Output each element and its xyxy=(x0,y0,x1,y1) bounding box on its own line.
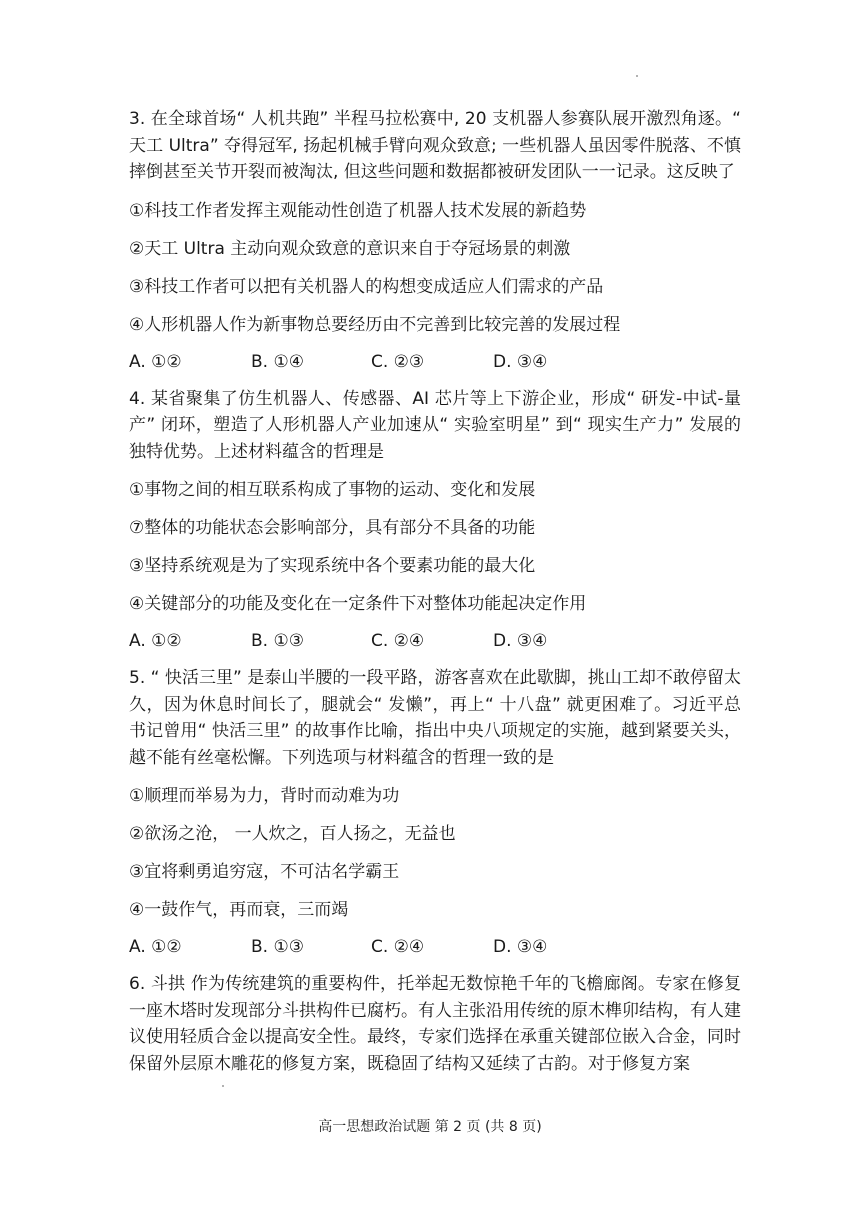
statement-option: ①事物之间的相互联系构成了事物的运动、变化和发展 xyxy=(129,480,536,500)
answer-choice[interactable]: A. ①② xyxy=(129,631,182,651)
question-list xyxy=(129,106,741,1077)
page-footer: 高一思想政治试题 第 2 页 (共 8 页) xyxy=(318,1119,542,1135)
statement-option: ③宜将剩勇追穷寇，不可沽名学霸王 xyxy=(129,862,400,882)
statement-option: ②欲汤之沧， 一人炊之，百人扬之，无益也 xyxy=(129,824,456,844)
answer-choices xyxy=(129,349,741,375)
answer-choice[interactable]: A. ①② xyxy=(129,937,182,957)
statement-option: ④人形机器人作为新事物总要经历由不完善到比较完善的发展过程 xyxy=(129,314,621,335)
answer-choice[interactable]: B. ①④ xyxy=(251,351,304,372)
scan-speck xyxy=(222,1085,224,1087)
statement-option: ①科技工作者发挥主观能动性创造了机器人技术发展的新趋势 xyxy=(129,200,587,221)
answer-choice[interactable]: C. ②④ xyxy=(371,631,425,651)
answer-choice[interactable]: C. ②③ xyxy=(371,351,425,372)
question-stem: 3. 在全球首场“ 人机共跑” 半程马拉松赛中, 20 支机器人参赛队展开激烈角逐。“ 天工 Ultra” 夺得冠军, 扬起机械手臂向观众致意; 一些机器人虽因零件脱落、不慎摔倒甚至关节开裂而被淘汰, 但这些问题和数据都被研发团队一一记录。这反映了 xyxy=(129,109,741,182)
answer-choice[interactable]: B. ①③ xyxy=(251,937,304,957)
scan-speck xyxy=(636,75,638,77)
answer-choice[interactable]: D. ③④ xyxy=(493,351,548,372)
statement-option: ④一鼓作气，再而衰，三而竭 xyxy=(129,900,349,920)
answer-choice[interactable]: A. ①② xyxy=(129,351,182,372)
answer-choice[interactable]: C. ②④ xyxy=(371,937,425,957)
statement-option: ①顺理而举易为力，背时而动难为功 xyxy=(129,786,400,806)
question-block xyxy=(129,386,741,655)
question-stem: 6. 斗拱 作为传统建筑的重要构件，托举起无数惊艳千年的飞檐廊阁。专家在修复一座木塔时发现部分斗拱构件已腐朽。有人主张沿用传统的原木榫卯结构，有人建议使用轻质合金以提高安全性。最终，专家们选择在承重关键部位嵌入合金，同时保留外层原木雕花的修复方案，既稳固了结构又延续了古韵。对于修复方案 xyxy=(129,974,741,1074)
answer-choice[interactable]: B. ①③ xyxy=(251,631,304,651)
statement-option: ⑦整体的功能状态会影响部分，具有部分不具备的功能 xyxy=(129,518,536,538)
answer-choice[interactable]: D. ③④ xyxy=(493,937,548,957)
statement-option: ③科技工作者可以把有关机器人的构想变成适应人们需求的产品 xyxy=(129,276,604,297)
statement-option: ③坚持系统观是为了实现系统中各个要素功能的最大化 xyxy=(129,556,536,576)
question-block xyxy=(129,971,741,1077)
question-block xyxy=(129,665,741,960)
answer-choices xyxy=(129,628,741,654)
question-stem: 5. “ 快活三里” 是泰山半腰的一段平路，游客喜欢在此歇脚，挑山工却不敢停留太久，因为休息时间长了，腿就会“ 发懒”，再上“ 十八盘” 就更困难了。习近平总书记曾用“ 快活三里” 的故事作比喻，指出中央八项规定的实施，越到紧要关头，越不能有丝毫松懈。下列选项与材料蕴含的哲理一致的是 xyxy=(129,668,741,768)
question-stem: 4. 某省聚集了仿生机器人、传感器、AI 芯片等上下游企业，形成“ 研发-中试-量产” 闭环，塑造了人形机器人产业加速从“ 实验室明星” 到“ 现实生产力” 发展的独特优势。上述材料蕴含的哲理是 xyxy=(129,388,741,462)
statement-option: ④关键部分的功能及变化在一定条件下对整体功能起决定作用 xyxy=(129,594,587,614)
answer-choice[interactable]: D. ③④ xyxy=(493,631,548,651)
question-block xyxy=(129,106,741,375)
answer-choices xyxy=(129,934,741,960)
statement-option: ②天工 Ultra 主动向观众致意的意识来自于夺冠场景的刺激 xyxy=(129,238,571,259)
